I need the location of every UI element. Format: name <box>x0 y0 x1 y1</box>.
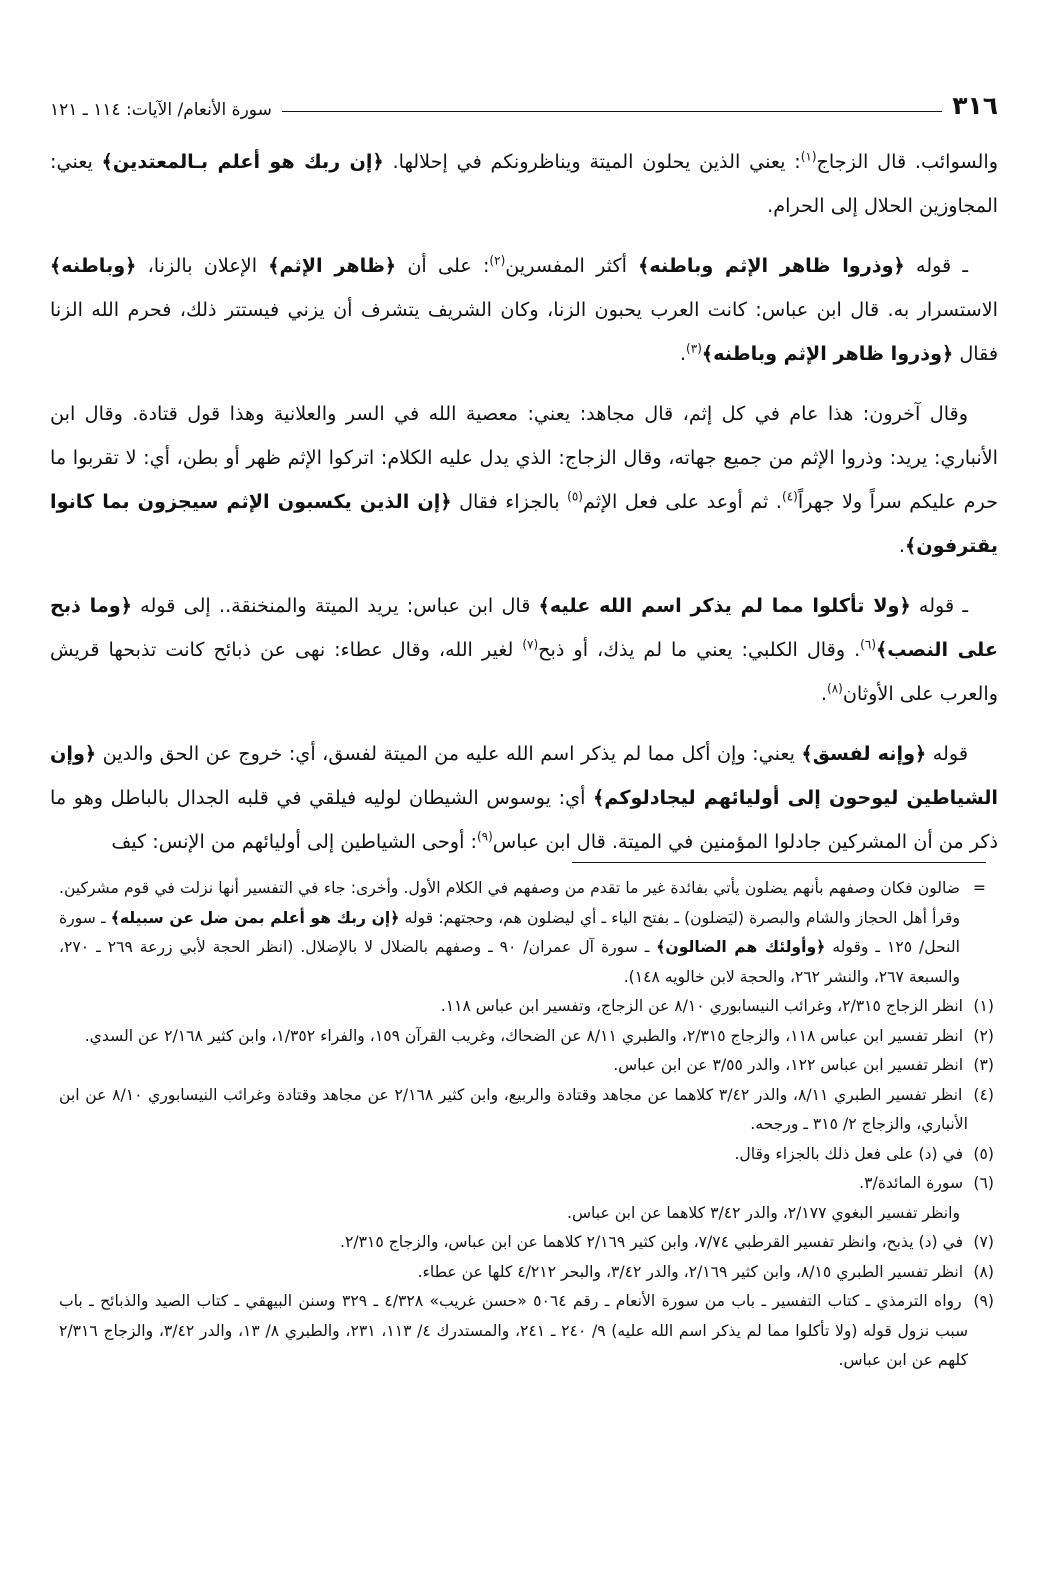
footnote-3 <box>59 1051 994 1081</box>
text-run: أي: يوسوس الشيطان لوليه فيلقي في قلبه الجدال بالباطل وهو ما ذكر من أن المشركين جادلوا المؤمنين في الميتة. قال ابن عباس <box>50 786 998 853</box>
paragraph-2 <box>50 244 998 376</box>
text-run: ـ قوله <box>910 594 968 617</box>
quran-quote: ﴿وإنه لفسق﴾ <box>801 742 927 765</box>
text-run: . <box>898 534 905 557</box>
main-text <box>50 140 998 880</box>
footnote-text: انظر تفسير ابن عباس ١١٨، والزجاج ٢/٣١٥، والطبري ٨/١١ عن الضحاك، وغريب القرآن ١٥٩، والفراء ١/٣٥٢، وابن كثير ٢/١٦٨ عن السدي. <box>84 1026 964 1045</box>
paragraph-3 <box>50 392 998 568</box>
footnote-ref: (٨) <box>827 681 843 696</box>
text-run: الإعلان بالزنا، <box>136 254 269 277</box>
footnote-ref: (٤) <box>782 489 798 504</box>
text-run: وقال آخرون: هذا عام في كل إثم، قال مجاهد: يعني: معصية الله في السر والعلانية وهذا قول قتادة. وقال ابن الأنباري: يريد: وذروا الإثم من جميع جهاته، وقال الزجاج: الذي يدل عليه الكلام: اتركوا الإثم ظهر أو بطن، أي: لا تقربوا ما حرم عليكم سراً ولا جهراً <box>50 402 998 513</box>
footnote-continuation <box>59 874 994 992</box>
footnote-4 <box>59 1081 994 1140</box>
footnote-text: ـ سورة النحل/ ١٢٥ ـ وقوله <box>59 908 960 956</box>
footnote-text: انظر تفسير الطبري ٨/١٥، وابن كثير ٢/١٦٩، والدر ٣/٤٢، والبحر ٤/٢١٢ كلها عن عطاء. <box>417 1262 964 1281</box>
footnote-text: وانظر تفسير البغوي ٢/١٧٧، والدر ٣/٤٢ كلاهما عن ابن عباس. <box>567 1203 960 1222</box>
footnote-1 <box>59 992 994 1022</box>
footnote-number: (٨) <box>973 1262 994 1281</box>
footnote-ref: (٦) <box>860 637 876 652</box>
text-run: يعني: المجاوزين الحلال إلى الحرام. <box>50 150 998 217</box>
text-run: لغير الله، وقال عطاء: نهى عن ذبائح كانت تذبحها قريش والعرب على الأوثان <box>50 638 998 705</box>
footnote-text: رواه الترمذي ـ كتاب التفسير ـ باب من سورة الأنعام ـ رقم ٥٠٦٤ «حسن غريب» ٤/٣٢٨ ـ ٣٢٩ وسنن البيهقي ـ كتاب الصيد والذبائح ـ باب سبب نزول قوله (ولا تأكلوا مما لم يذكر اسم الله عليه) ٩/ ٢٤٠ ـ ٢٤١، والمستدرك ٤/ ١١٣، ٢٣١، والطبري ٨/ ١٣، والدر ٣/٤٢، والزجاج ٢/٣١٦ كلهم عن ابن عباس. <box>59 1292 969 1369</box>
paragraph-4 <box>50 584 998 716</box>
paragraph-1 <box>50 140 998 228</box>
footnote-5 <box>59 1140 994 1170</box>
footnote-2 <box>59 1022 994 1052</box>
quran-quote: ﴿وإن الشياطين ليوحون إلى أوليائهم ليجادلوكم﴾ <box>50 742 998 809</box>
footnote-number: (٧) <box>973 1233 994 1251</box>
quran-quote: ﴿ولا تأكلوا مما لم يذكر اسم الله عليه﴾ <box>538 594 911 617</box>
text-run: أكثر المفسرين <box>505 254 639 277</box>
header-rule <box>282 111 942 112</box>
footnote-number: (٢) <box>973 1026 994 1045</box>
footnote-6-continuation <box>59 1199 994 1229</box>
text-run: قوله <box>926 742 968 765</box>
text-run: والسوائب. قال الزجاج <box>816 150 998 173</box>
footnote-9 <box>59 1287 994 1376</box>
footnote-number: (٣) <box>973 1056 994 1074</box>
quran-quote: ﴿وذروا ظاهر الإثم وباطنه﴾ <box>701 342 954 365</box>
text-run: : أوحى الشياطين إلى أوليائهم من الإنس: كيف <box>111 830 477 853</box>
footnote-text: انظر تفسير ابن عباس ١٢٢، والدر ٣/٥٥ عن ابن عباس. <box>613 1056 964 1074</box>
footnote-number: (٤) <box>973 1085 994 1104</box>
footnote-separator <box>572 862 986 863</box>
continuation-mark: = <box>972 879 986 897</box>
text-run: يعني: وإن أكل مما لم يذكر اسم الله عليه من الميتة لفسق، أي: خروج عن الحق والدين <box>96 742 802 765</box>
footnote-ref: (٩) <box>476 829 493 844</box>
quran-quote: ﴿إن الذين يكسبون الإثم سيجزون بما كانوا يقترفون﴾ <box>50 490 998 557</box>
text-run: : على أن <box>396 254 490 277</box>
text-run: قال ابن عباس: يريد الميتة والمنخنقة.. إلى قوله <box>131 594 539 617</box>
quran-quote: ﴿وأولئك هم الضالون﴾ <box>656 938 826 956</box>
running-title: سورة الأنعام/ الآيات: ١١٤ ـ ١٢١ <box>50 100 272 120</box>
page-number: ٣١٦ <box>952 91 998 120</box>
text-run: : يعني الذين يحلون الميتة ويناظرونكم في إحلالها. <box>383 150 801 173</box>
paragraph-5 <box>50 732 998 864</box>
quran-quote: ﴿إن ربك هو أعلم بـالمعتدين﴾ <box>101 150 384 173</box>
footnote-text: ضالون فكان وصفهم بأنهم يضلون يأتي بفائدة غير ما تقدم من وصفهم في الكلام الأول. وأخرى: جاء في التفسير أنها نزلت في قوم مشركين. وقرأ أهل الحجاز والشام والبصرة (ليَضلون) ـ بفتح الياء ـ أي ليضلون هم، وحجتهم: قوله <box>59 879 960 927</box>
footnote-7 <box>59 1228 994 1258</box>
footnote-8 <box>59 1258 994 1288</box>
footnote-6 <box>59 1169 994 1199</box>
footnote-ref: (١) <box>800 149 817 164</box>
footnote-text: انظر الزجاج ٢/٣١٥، وغرائب النيسابوري ٨/١٠ عن الزجاج، وتفسير ابن عباس ١١٨. <box>440 997 964 1015</box>
footnote-ref: (٣) <box>686 341 702 356</box>
text-run: . <box>820 682 827 705</box>
quran-quote: ﴿ظاهر الإثم﴾ <box>268 254 397 277</box>
footnote-number: (٩) <box>973 1292 994 1310</box>
footnotes <box>59 874 994 1376</box>
text-run: . وقال الكلبي: يعني ما لم يذك، أو ذبح <box>538 638 861 661</box>
footnote-number: (٦) <box>973 1174 994 1192</box>
quran-quote: ﴿إن ربك هو أعلم بمن ضل عن سبيله﴾ <box>110 908 400 927</box>
text-run: بالجزاء فقال <box>451 490 568 513</box>
quran-quote: ﴿وباطنه﴾ <box>50 254 137 277</box>
footnote-ref: (٥) <box>567 489 583 504</box>
footnote-text: انظر تفسير الطبري ٨/١١، والدر ٣/٤٢ كلاهما عن مجاهد وقتادة والربيع، وابن كثير ٢/١٦٨ عن مجاهد وقتادة وغرائب النيسابوري ٨/١٠ عن ابن الأنباري، والزجاج ٢/ ٣١٥ ـ ورجحه. <box>59 1085 968 1133</box>
footnote-number: (١) <box>973 997 994 1015</box>
footnote-text: في (د) على فعل ذلك بالجزاء وقال. <box>734 1144 964 1163</box>
footnote-ref: (٧) <box>522 637 539 652</box>
footnote-text: سورة المائدة/٣. <box>859 1174 964 1192</box>
text-run: . <box>679 342 687 365</box>
page-header <box>50 80 998 120</box>
text-run: . ثم أوعد على فعل الإثم <box>582 490 782 513</box>
footnote-number: (٥) <box>973 1144 994 1163</box>
text-run: الاستسرار به. قال ابن عباس: كانت العرب يحبون الزنا، وكان الشريف يتشرف أن يزني فيستتر ذلك، فحرم الله الزنا فقال <box>50 298 998 365</box>
quran-quote: ﴿وذروا ظاهر الإثم وباطنه﴾ <box>638 254 905 277</box>
footnote-text: ـ سورة آل عمران/ ٩٠ ـ وصفهم بالضلال لا بالإضلال. (انظر الحجة لأبي زرعة ٢٦٩ ـ ٢٧٠، والسبعة ٢٦٧، والنشر ٢٦٢، والحجة لابن خالويه ١٤٨). <box>59 938 960 986</box>
footnote-ref: (٢) <box>489 253 506 268</box>
footnote-text: في (د) يذبح، وانظر تفسير القرطبي ٧/٧٤، وابن كثير ٢/١٦٩ كلاهما عن ابن عباس، والزجاج ٢/٣١٥. <box>340 1233 964 1251</box>
quran-quote: ﴿وما ذبح على النصب﴾ <box>50 594 998 661</box>
text-run: ـ قوله <box>904 254 969 277</box>
